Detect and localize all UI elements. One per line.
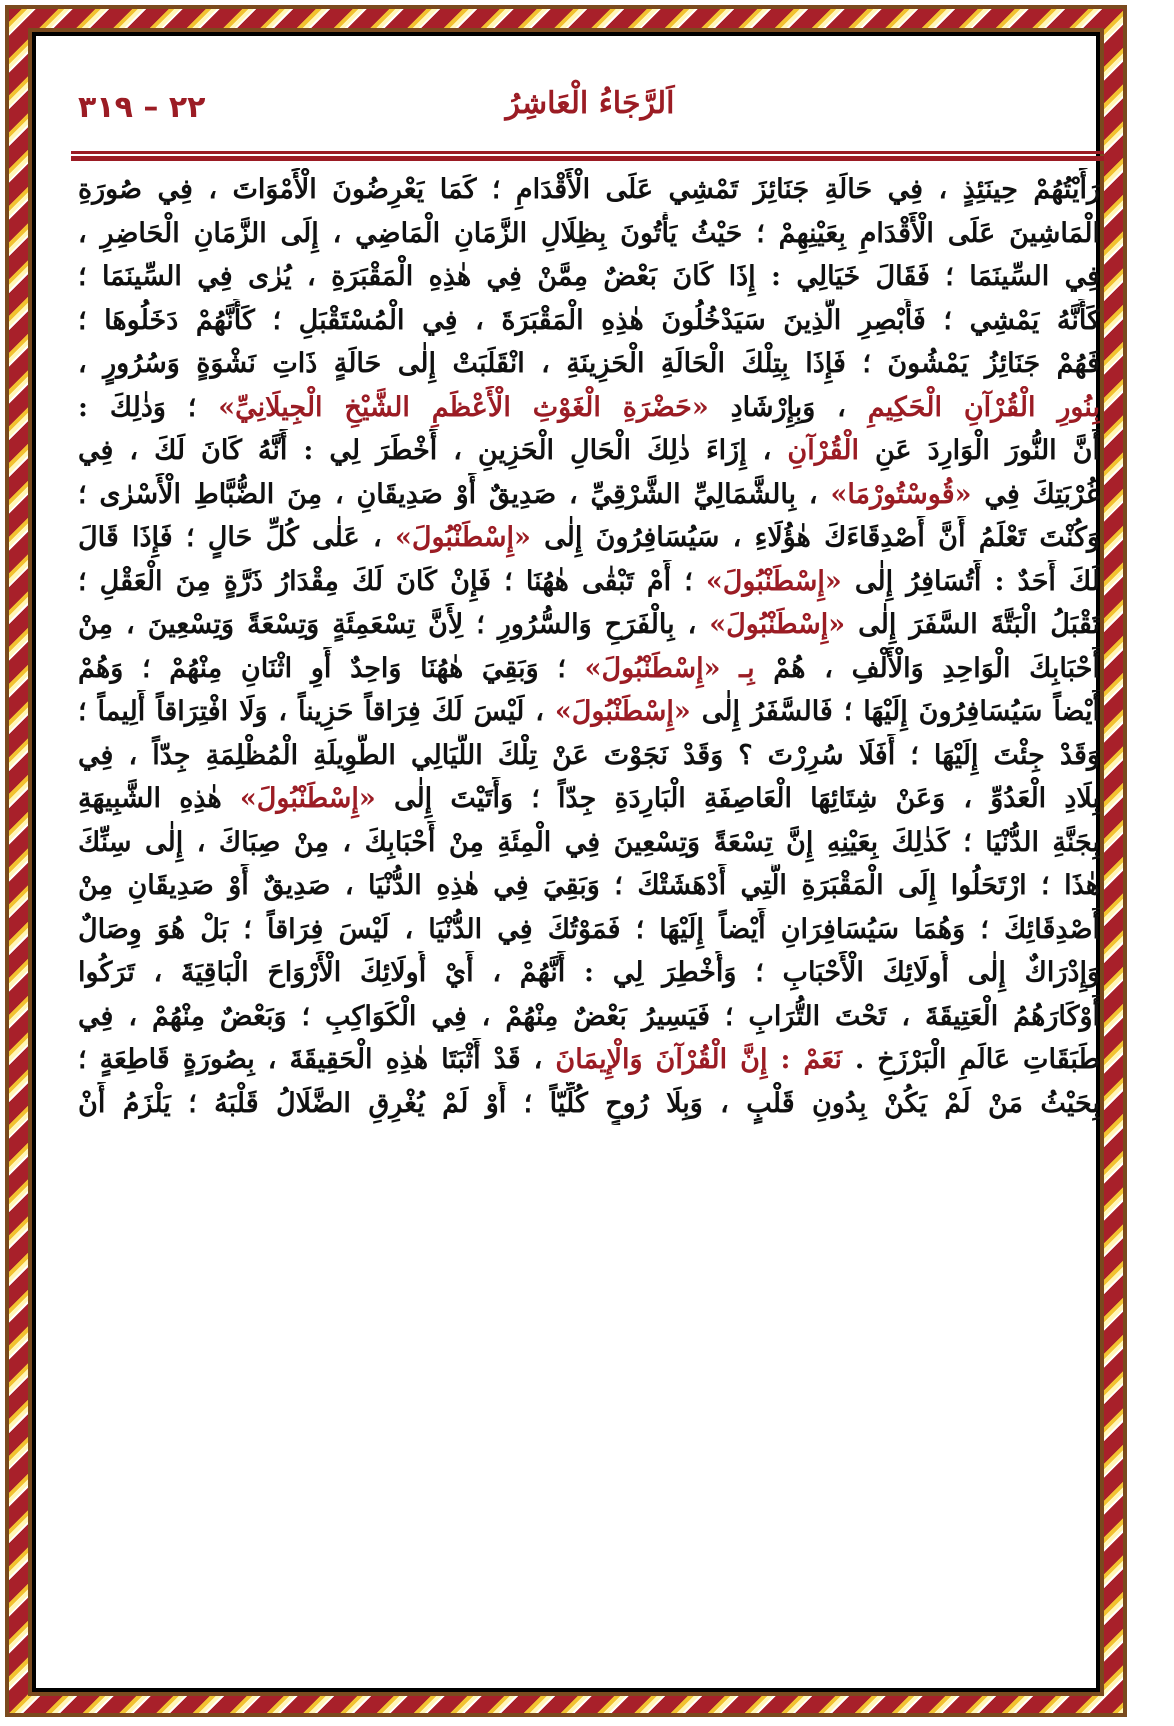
text-line — [78, 168, 1100, 212]
highlighted-phrase: «إِسْطَنْبُولَ» — [554, 696, 691, 727]
text-segment: أَصْدِقَائِكَ ؛ وَهُمَا سَيُسَافِرَانِ أَيْضاً إِلَيْهَا ؛ فَمَوْتُكَ فِي الدُّنْيَا ، لَيْسَ فِرَاقاً ؛ بَلْ هُوَ وِصَالٌ — [78, 913, 1100, 945]
text-segment: لَكَ أَحَدٌ : أَتُسَافِرُ إِلٰى — [841, 565, 1100, 597]
text-segment: وَإِدْرَاكٌ إِلٰى أُولَائِكَ الْأَحْبَابِ ؛ وَأُخْطِرَ لِي : أَنَّهُمْ ، أَيْ أُولَائِكَ الْأَرْوَاحَ الْبَاقِيَةَ ، تَرَكُوا — [78, 957, 1100, 988]
highlighted-phrase: «إِسْطَنْبُولَ» — [394, 522, 531, 553]
chapter-title: اَلرَّجَاءُ الْعَاشِرُ — [505, 86, 675, 121]
text-segment: بِجَنَّةِ الدُّنْيَا ؛ كَذٰلِكَ بِعَيْنِهِ إِنَّ تِسْعَةً وَتِسْعِينَ فِي الْمِئَةِ مِنْ أَحْبَابِكَ ، مِنْ صِبَاكَ ، إِلٰى سِنِّكَ — [78, 826, 1100, 858]
text-line — [78, 734, 1100, 778]
text-line — [78, 342, 1100, 386]
text-line — [78, 516, 1100, 560]
text-line — [78, 821, 1100, 865]
text-line — [78, 908, 1100, 952]
text-segment: ؛ وَذٰلِكَ : — [78, 391, 219, 423]
text-line — [78, 951, 1100, 995]
text-segment: فَهُمْ جَنَائِزُ يَمْشُونَ ؛ فَإِذَا بِتِلْكَ الْحَالَةِ الْحَزِينَةِ ، انْقَلَبَتْ إِلٰى حَالَةٍ ذَاتِ نَشْوَةٍ وَسُرُورٍ ، — [78, 348, 1100, 379]
text-line — [78, 299, 1100, 343]
text-segment: أَيْضاً سَيُسَافِرُونَ إِلَيْهَا ؛ فَالسَّفَرُ إِلٰى — [690, 696, 1100, 727]
body-text — [78, 168, 1100, 1125]
text-segment: ، بِالْفَرَحِ وَالسُّرُورِ ؛ لِأَنَّ تِسْعَمِئَةٍ وَتِسْعَةً وَتِسْعِينَ ، مِنْ — [78, 609, 710, 640]
text-segment: تَقْبَلُ الْبَتَّةَ السَّفَرَ إِلٰى — [845, 609, 1100, 640]
text-segment: أَنَّ النُّورَ الْوَارِدَ عَنِ — [859, 435, 1100, 466]
text-segment: غُرْبَتِكَ فِي — [971, 478, 1100, 510]
text-segment: أَوْكَارَهُمُ الْعَتِيقَةَ ، تَحْتَ التُّرَابِ ؛ فَيَسِيرُ بَعْضٌ مِنْهُمْ ، فِي الْكَوَاكِبِ ؛ وَبَعْضٌ مِنْهُمْ ، فِي — [78, 1000, 1100, 1032]
text-line — [78, 255, 1100, 299]
text-line — [78, 1082, 1100, 1126]
page-header — [70, 80, 1110, 150]
text-segment: أَحْبَابِكَ الْوَاحِدِ وَالْأَلْفِ ، هُمْ — [754, 652, 1100, 684]
header-divider — [71, 151, 1104, 161]
highlighted-phrase: نَعَمْ : إِنَّ الْقُرْآنَ وَالْإِيمَانَ — [555, 1044, 842, 1075]
text-line — [78, 473, 1100, 517]
text-line — [78, 647, 1100, 691]
text-segment: ؛ وَبَقِيَ هٰهُنَا وَاحِدٌ أَوِ اثْنَانِ مِنْهُمْ ؛ وَهُمْ — [78, 652, 585, 684]
text-segment: ، بِالشَّمَالِيِّ الشَّرْقِيِّ ، صَدِيقٌ أَوْ صَدِيقَانِ ، مِنَ الضُّبَّاطِ الْأَسْرٰى ؛ — [78, 478, 831, 510]
text-line — [78, 386, 1100, 430]
text-segment: ، قَدْ أَثْبَتَا هٰذِهِ الْحَقِيقَةَ ، بِصُورَةٍ قَاطِعَةٍ ؛ — [78, 1044, 556, 1075]
text-segment: هٰذِهِ الشَّبِيهَةِ — [78, 783, 240, 814]
text-segment: ، وَبِإِرْشَادِ — [708, 391, 868, 423]
text-line — [78, 212, 1100, 256]
text-line — [78, 429, 1100, 473]
highlighted-phrase: «حَضْرَةِ الْغَوْثِ الْأَعْظَمِ الشَّيْخِ الْجِيلَانِيِّ» — [218, 391, 709, 423]
text-line — [78, 864, 1100, 908]
text-segment: الْمَاشِينَ عَلَى الْأَقْدَامِ بِعَيْنِهِمْ ؛ حَيْثُ يَأْتُونَ بِظِلَالِ الزَّمَانِ الْمَاضِي ، إِلَى الزَّمَانِ الْحَاضِرِ ، — [78, 217, 1100, 249]
text-segment: وَقَدْ جِئْتَ إِلَيْهَا ؛ أَفَلَا سُرِرْتَ ؟ وَقَدْ نَجَوْتَ عَنْ تِلْكَ اللَّيَالِي الطَّوِيلَةِ الْمُظْلِمَةِ جِدّاً ، فِي — [78, 739, 1100, 771]
highlighted-phrase: بِـ «إِسْطَنْبُولَ» — [584, 652, 755, 684]
highlighted-phrase: «إِسْطَنْبُولَ» — [705, 565, 842, 597]
text-segment: رَأَيْتُهُمْ حِينَئِذٍ ، فِي حَالَةِ جَنَائِزَ تَمْشِي عَلَى الْأَقْدَامِ ؛ كَمَا يَعْرِضُونَ الْأَمْوَاتَ ، فِي صُورَةِ — [78, 174, 1100, 205]
text-segment: ؛ أَمْ تَبْقٰى هٰهُنَا ؛ فَإِنْ كَانَ لَكَ مِقْدَارُ ذَرَّةٍ مِنَ الْعَقْلِ ؛ — [78, 565, 706, 597]
text-segment: كَأَنَّهُ يَمْشِي ؛ فَأَبْصِرِ الَّذِينَ سَيَدْخُلُونَ هٰذِهِ الْمَقْبَرَةَ ، فِي الْمُسْتَقْبَلِ ؛ كَأَنَّهُمْ دَخَلُوهَا ؛ — [78, 304, 1100, 336]
text-segment: ، إِزَاءَ ذٰلِكَ الْحَالِ الْحَزِينِ ، أَخْطَرَ لِي : أَنَّهُ كَانَ لَكَ ، فِي — [78, 435, 788, 466]
text-segment: فِي السِّينَمَا ؛ فَقَالَ خَيَالِي : إِذَا كَانَ بَعْضٌ مِمَّنْ فِي هٰذِهِ الْمَقْبَرَةِ ، يُرٰى فِي السِّينَمَا ؛ — [78, 261, 1100, 292]
text-line — [78, 777, 1100, 821]
highlighted-phrase: بِنُورِ الْقُرْآنِ الْحَكِيمِ — [867, 391, 1100, 423]
text-segment: هٰذَا ؛ ارْتَحَلُوا إِلَى الْمَقْبَرَةِ الَّتِي أَدْهَشَتْكَ ؛ وَبَقِيَ فِي هٰذِهِ الدُّنْيَا ، صَدِيقٌ أَوْ صَدِيقَانِ مِنْ — [78, 870, 1100, 901]
highlighted-phrase: «إِسْطَنْبُولَ» — [239, 783, 376, 814]
text-segment: طَبَقَاتِ عَالَمِ الْبَرْزَخِ . — [841, 1044, 1100, 1075]
text-line — [78, 690, 1100, 734]
text-line — [78, 1038, 1100, 1082]
text-segment: وَكُنْتَ تَعْلَمُ أَنَّ أَصْدِقَاءَكَ هٰؤُلَاءِ ، سَيُسَافِرُونَ إِلٰى — [530, 522, 1100, 553]
text-segment: ، عَلٰى كُلِّ حَالٍ ؛ فَإِذَا قَالَ — [78, 522, 395, 553]
highlighted-phrase: الْقُرْآنِ — [787, 435, 859, 466]
text-line — [78, 995, 1100, 1039]
highlighted-phrase: «قُوسْتُورْمَا» — [830, 478, 972, 510]
text-segment: ، لَيْسَ لَكَ فِرَاقاً حَزِيناً ، وَلَا افْتِرَاقاً أَلِيماً ؛ — [78, 696, 555, 727]
text-segment: بِحَيْثُ مَنْ لَمْ يَكُنْ بِدُونِ قَلْبٍ ، وَبِلَا رُوحٍ كُلِّيّاً ؛ أَوْ لَمْ يُغْرِقِ الضَّلَالُ قَلْبَهُ ؛ يَلْزَمُ أَنْ — [78, 1087, 1100, 1119]
text-segment: بِلَادِ الْعَدُوِّ ، وَعَنْ شِتَائِهَا الْعَاصِفَةِ الْبَارِدَةِ جِدّاً ؛ وَأَتَيْتَ إِلٰى — [375, 783, 1100, 814]
highlighted-phrase: «إِسْطَنْبُولَ» — [709, 609, 846, 640]
text-line — [78, 603, 1100, 647]
text-line — [78, 560, 1100, 604]
page-number: ٢٢ – ٣١٩ — [78, 90, 206, 125]
